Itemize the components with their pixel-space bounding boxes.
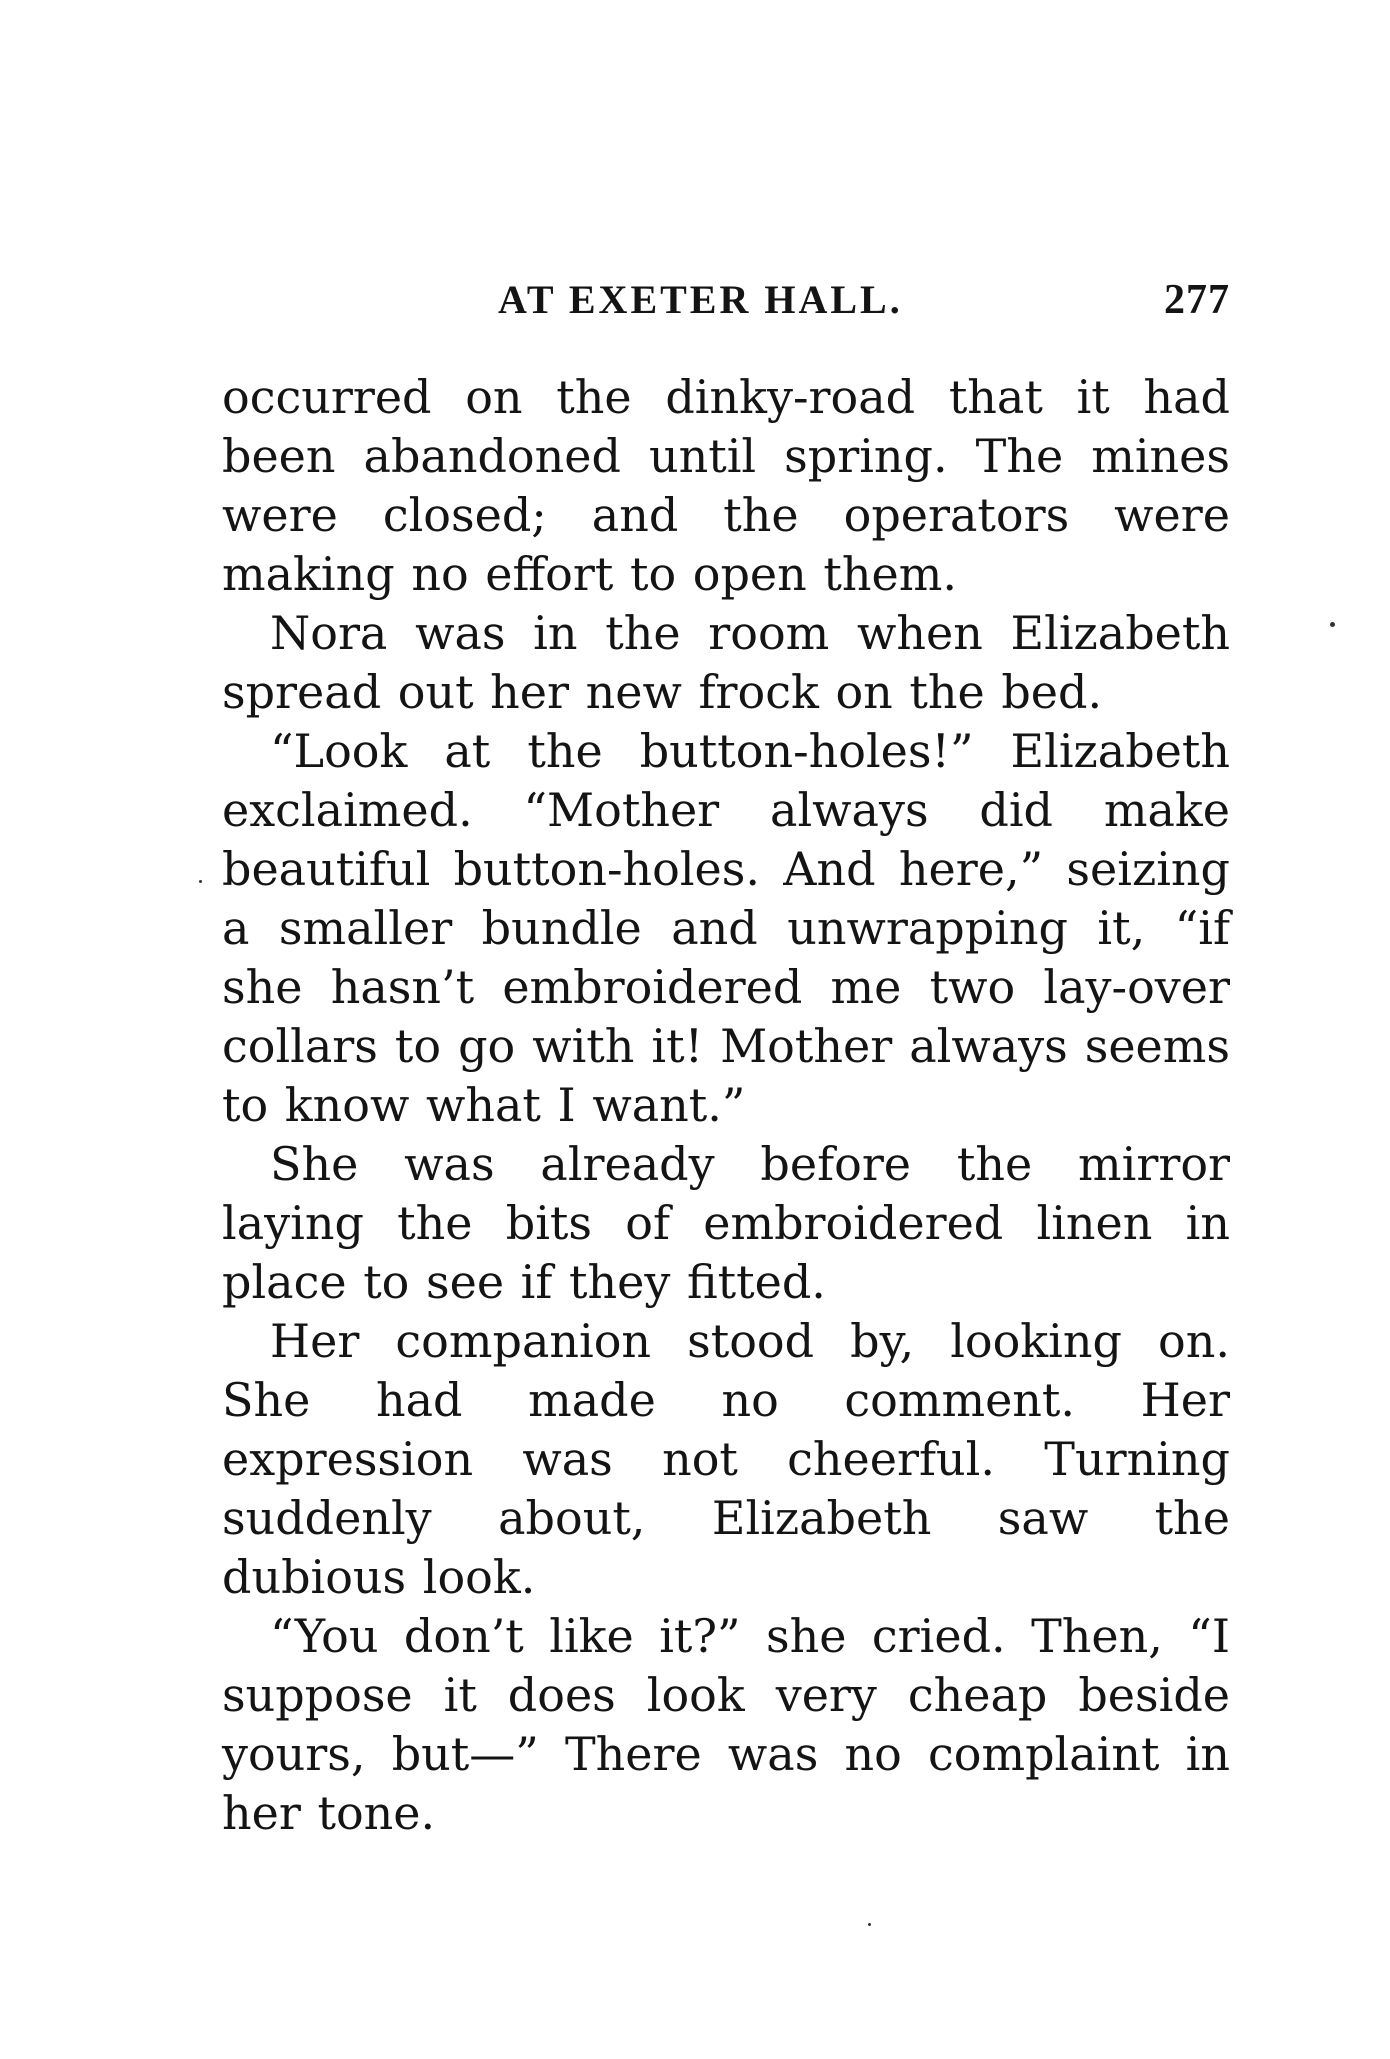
running-title: AT EXETER HALL.	[498, 277, 903, 322]
paragraph: “Look at the button-holes!” Elizabeth exclaimed. “Mother always did make beautiful button-holes. And here,” seizing a smaller bundle and unwrapping it, “if she hasn’t embroidered me two lay-over collars to go with it! Mother always seems to know what I want.”	[222, 724, 1230, 1132]
paragraph: “You don’t like it?” she cried. Then, “I suppose it does look very cheap beside yours, but—” There was no complaint in her tone.	[222, 1609, 1230, 1840]
paragraph: Nora was in the room when Elizabeth spread out her new frock on the bed.	[222, 606, 1230, 719]
paragraph: Her companion stood by, looking on. She had made no comment. Her expression was not cheerful. Turning suddenly about, Elizabeth saw the dubious look.	[222, 1314, 1230, 1604]
paragraph: She was already before the mirror laying the bits of embroidered linen in place to see if they fitted.	[222, 1137, 1230, 1309]
page-number: 277	[1164, 277, 1230, 323]
print-speck	[199, 880, 202, 883]
print-speck	[868, 1923, 871, 1926]
running-head	[222, 276, 1230, 336]
body-text	[222, 368, 1230, 1843]
print-speck	[1330, 622, 1335, 627]
paragraph: occurred on the dinky-road that it had been abandoned until spring. The mines were closed; and the operators were making no effort to open them.	[222, 370, 1230, 601]
